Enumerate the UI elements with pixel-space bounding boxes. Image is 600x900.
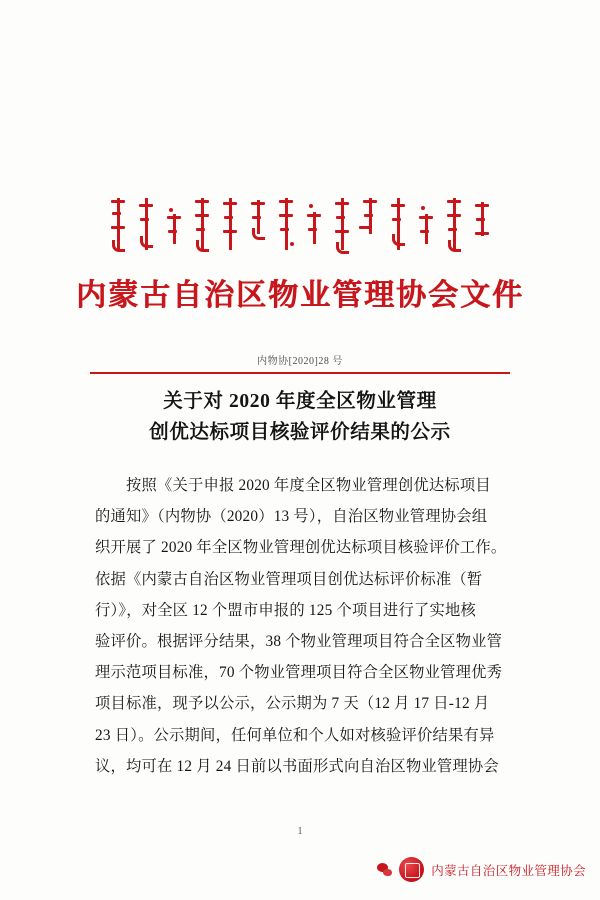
document-title: 内蒙古自治区物业管理协会文件 bbox=[76, 279, 524, 312]
article-title-line-1: 关于对 2020 年度全区物业管理 bbox=[163, 391, 437, 412]
body-line: 按照《关于申报 2020 年度全区物业管理创优达标项目 bbox=[95, 477, 491, 494]
mongolian-glyph bbox=[335, 196, 350, 252]
mongolian-glyph bbox=[475, 196, 490, 252]
body-line: 依据《内蒙古自治区物业管理项目创优达标评价标准（暂 bbox=[95, 570, 483, 588]
document-body bbox=[95, 470, 509, 782]
mongolian-glyph bbox=[447, 196, 462, 252]
document-number: 内物协[2020]28 号 bbox=[257, 356, 343, 367]
mongolian-glyph bbox=[419, 196, 434, 252]
mongolian-glyph bbox=[391, 196, 406, 252]
association-logo-icon bbox=[399, 857, 424, 882]
body-line: 织开展了 2020 年全区物业管理创优达标项目核验评价工作。 bbox=[95, 539, 507, 557]
mongolian-glyph bbox=[363, 196, 378, 252]
article-title-line-2: 创优达标项目核验评价结果的公示 bbox=[149, 422, 451, 443]
mongolian-glyph bbox=[307, 196, 322, 252]
mongolian-glyph bbox=[251, 196, 266, 252]
mongolian-glyph bbox=[223, 196, 238, 252]
body-line: 23 日）。公示期间，任何单位和个人如对核验评价结果有异 bbox=[95, 726, 495, 744]
mongolian-glyph bbox=[195, 196, 210, 252]
mongolian-script-header bbox=[0, 196, 600, 258]
body-line: 行）》，对全区 12 个盟市申报的 125 个项目进行了实地核 bbox=[95, 601, 476, 619]
mongolian-glyph bbox=[279, 196, 294, 252]
mongolian-glyph bbox=[139, 196, 154, 252]
article-title bbox=[95, 386, 505, 448]
page-number: 1 bbox=[297, 826, 303, 837]
mongolian-glyph bbox=[167, 196, 182, 252]
footer-account-badge bbox=[377, 857, 586, 882]
body-line: 理示范项目标准，70 个物业管理项目符合全区物业管理优秀 bbox=[95, 664, 503, 682]
body-line: 议，均可在 12 月 24 日前以书面形式向自治区物业管理协会 bbox=[95, 757, 499, 775]
body-line: 的通知》（内物协（2020）13 号），自治区物业管理协会组 bbox=[95, 508, 488, 526]
wechat-icon bbox=[377, 863, 392, 876]
footer-account-name: 内蒙古自治区物业管理协会 bbox=[431, 863, 586, 878]
body-line: 项目标准，现予以公示，公示期为 7 天（12 月 17 日-12 月 bbox=[95, 695, 490, 713]
red-divider bbox=[90, 372, 510, 374]
mongolian-glyph bbox=[111, 196, 126, 252]
body-line: 验评价。根据评分结果，38 个物业管理项目符合全区物业管 bbox=[95, 633, 503, 651]
